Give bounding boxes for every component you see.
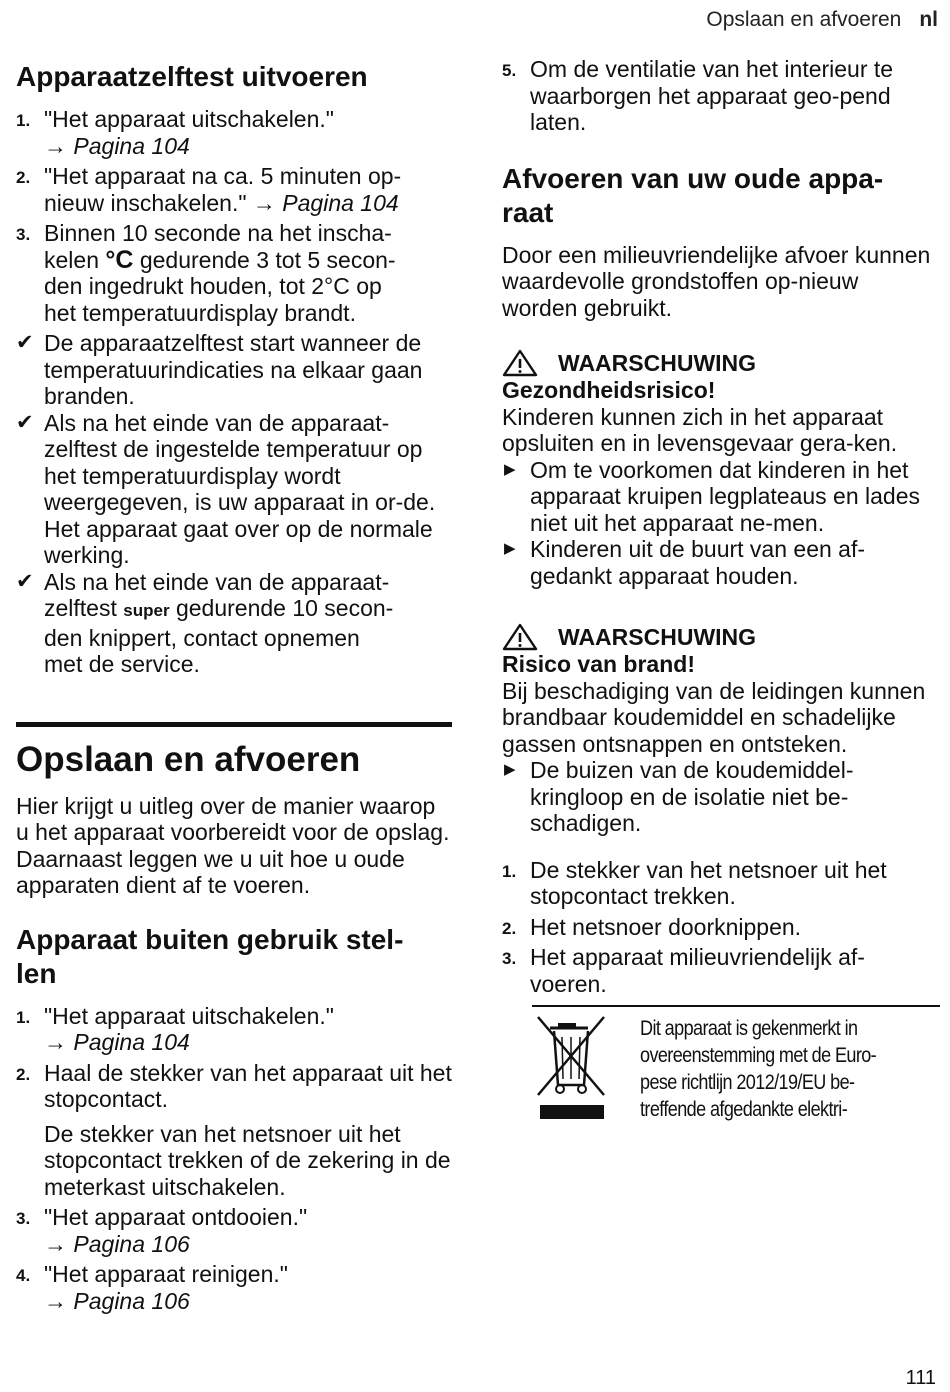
warning-health: [502, 349, 940, 377]
result-text: gedurende 10 secon-: [175, 595, 394, 621]
heading-line: Apparaat buiten gebruik stel-: [16, 923, 404, 955]
warning-action: [502, 757, 940, 837]
warning-label: WAARSCHUWING: [558, 623, 757, 650]
step-text: De stekker van het netsnoer uit het stopcontact trekken.: [530, 856, 887, 909]
page-reference-link[interactable]: Pagina 106: [73, 1287, 190, 1314]
step-text: "Het apparaat na ca. 5 minuten op-: [44, 163, 402, 189]
result-text: met de service.: [44, 651, 200, 677]
warning-subtitle: Gezondheidsrisico!: [502, 377, 716, 403]
step-text: den ingedrukt houden, tot 2°C op: [44, 273, 382, 299]
arrow-right-icon: →: [44, 1029, 67, 1055]
weee-text: Dit apparaat is gekenmerkt in overeenstemming met de Euro-pese richtlijn 2012/19/EU be-treffende afgedankte elektri-: [640, 1017, 877, 1121]
result-text: Als na het einde van de apparaat-: [44, 568, 390, 595]
step-text: Binnen 10 seconde na het inscha-: [44, 220, 392, 246]
page-number: 111: [905, 1367, 936, 1389]
checkmark-icon: ✔: [16, 410, 34, 434]
disposal-heading: [502, 162, 940, 230]
step-text: Om de ventilatie van het interieur te waarborgen het apparaat geo-pend laten.: [530, 56, 894, 135]
header-language: nl: [919, 8, 938, 31]
step-number: 3.: [502, 949, 517, 968]
arrow-right-icon: →: [44, 1230, 67, 1257]
step-number: 4.: [16, 1266, 31, 1285]
warning-triangle-icon: [502, 623, 538, 651]
checkmark-icon: ✔: [16, 569, 34, 593]
decommission-step-1: [16, 1003, 452, 1056]
disposal-step: [502, 944, 940, 997]
step-text: Haal de stekker van het apparaat uit het stopcontact.: [44, 1059, 452, 1112]
action-text: Om te voorkomen dat kinderen in het apparaat kruipen legplateaus en lades niet uit het apparaat ne-men.: [530, 456, 921, 536]
warning-triangle-icon: [502, 349, 538, 377]
section-intro: Hier krijgt u uitleg over de manier waarop u het apparaat voorbereidt voor de opslag. Daarnaast leggen we u uit hoe u oude apparaten dient af te voeren.: [16, 792, 450, 898]
arrow-right-icon: →: [252, 189, 276, 216]
left-column: [16, 56, 452, 1314]
step-number: 3.: [16, 1209, 31, 1228]
step-text: het temperatuurdisplay brandt.: [44, 299, 356, 326]
triangle-bullet-icon: ▶: [504, 761, 516, 778]
weee-crossed-bin-icon: [532, 1015, 640, 1128]
right-column: [502, 56, 940, 1128]
result-text: Als na het einde van de apparaat-zelftest de ingestelde temperatuur op het temperatuurdisplay wordt weergegeven, is uw apparaat in or-de. Het apparaat gaat over op de normale werking.: [44, 409, 436, 568]
step-number: 5.: [502, 61, 517, 80]
decommission-step-4: [16, 1261, 452, 1314]
page-reference-link[interactable]: Pagina 104: [73, 132, 190, 159]
page-reference-link[interactable]: Pagina 104: [73, 1029, 190, 1055]
disposal-intro: Door een milieuvriendelijke afvoer kunnen waardevolle grondstoffen op-nieuw worden gebruikt.: [502, 241, 931, 321]
super-display-symbol: super: [123, 601, 170, 620]
page-reference-link[interactable]: Pagina 104: [282, 189, 399, 216]
triangle-bullet-icon: ▶: [504, 460, 516, 478]
result-text: De apparaatzelftest start wanneer de temperatuurindicaties na elkaar gaan branden.: [44, 330, 423, 409]
step-text: "Het apparaat uitschakelen.": [44, 1002, 334, 1029]
selftest-heading: Apparaatzelftest uitvoeren: [16, 61, 368, 92]
step-text: Het apparaat milieuvriendelijk af-voeren.: [530, 944, 865, 997]
checkmark-icon: ✔: [16, 331, 34, 354]
step-text: nieuw inschakelen.": [44, 189, 247, 216]
warning-subtitle: Risico van brand!: [502, 651, 695, 677]
page-reference-link[interactable]: Pagina 106: [73, 1230, 190, 1257]
result-text: zelftest: [44, 595, 117, 621]
weee-notice: [532, 1005, 940, 1128]
step-number: 2.: [16, 1064, 31, 1084]
selftest-step-1: [16, 106, 452, 159]
decommission-step-5: [502, 56, 940, 136]
step-text: Het netsnoer doorknippen.: [530, 913, 802, 940]
warning-action: [502, 457, 940, 537]
step-number: 1.: [16, 1007, 31, 1027]
step-number: 1.: [16, 111, 31, 130]
section-divider: [16, 722, 452, 727]
disposal-step: [502, 914, 940, 941]
warning-label: WAARSCHUWING: [558, 349, 757, 376]
step-number: 1.: [502, 861, 517, 881]
step-text: "Het apparaat reinigen.": [44, 1261, 288, 1287]
step-number: 3.: [16, 225, 31, 244]
decommission-step-2: [16, 1060, 452, 1201]
decommission-step-3: [16, 1204, 452, 1257]
selftest-step-3: [16, 220, 452, 326]
step-text: kelen: [44, 246, 99, 273]
selftest-step-2: [16, 163, 452, 216]
step-detail: De stekker van het netsnoer uit het stopcontact trekken of de zekering in de meterkast uitschakelen.: [44, 1120, 451, 1200]
disposal-steps: [502, 857, 940, 998]
step-number: 2.: [502, 918, 517, 938]
warning-text: Kinderen kunnen zich in het apparaat opsluiten en in levensgevaar gera-ken.: [502, 403, 898, 456]
heading-line: raat: [502, 196, 554, 228]
step-number: 2.: [16, 168, 31, 187]
header-section: Opslaan en afvoeren: [706, 8, 902, 31]
section-title: Opslaan en afvoeren: [16, 739, 361, 779]
disposal-step: [502, 857, 940, 910]
running-header: [706, 8, 938, 32]
heading-line: len: [16, 957, 57, 989]
celsius-button-symbol: °C: [105, 245, 134, 274]
warning-action: [502, 536, 940, 589]
action-text: Kinderen uit de buurt van een af-gedankt apparaat houden.: [530, 536, 866, 589]
arrow-right-icon: →: [44, 1287, 67, 1314]
result-text: den knippert, contact opnemen: [44, 624, 360, 651]
selftest-result-1: [16, 330, 452, 410]
warning-text: Bij beschadiging van de leidingen kunnen brandbaar koudemiddel en schadelijke gassen ontsnappen en ontsteken.: [502, 677, 926, 757]
arrow-right-icon: →: [44, 132, 67, 159]
step-text: "Het apparaat ontdooien.": [44, 1204, 308, 1230]
selftest-result-2: [16, 410, 452, 569]
step-text: gedurende 3 tot 5 secon-: [139, 246, 396, 273]
heading-line: Afvoeren van uw oude appa-: [502, 162, 884, 194]
action-text: De buizen van de koudemiddel-kringloop en de isolatie niet be-schadigen.: [530, 757, 854, 836]
step-text: "Het apparaat uitschakelen.": [44, 106, 334, 132]
warning-fire: [502, 623, 940, 651]
selftest-result-3: [16, 569, 452, 678]
decommission-heading: [16, 923, 452, 991]
triangle-bullet-icon: ▶: [504, 540, 516, 557]
